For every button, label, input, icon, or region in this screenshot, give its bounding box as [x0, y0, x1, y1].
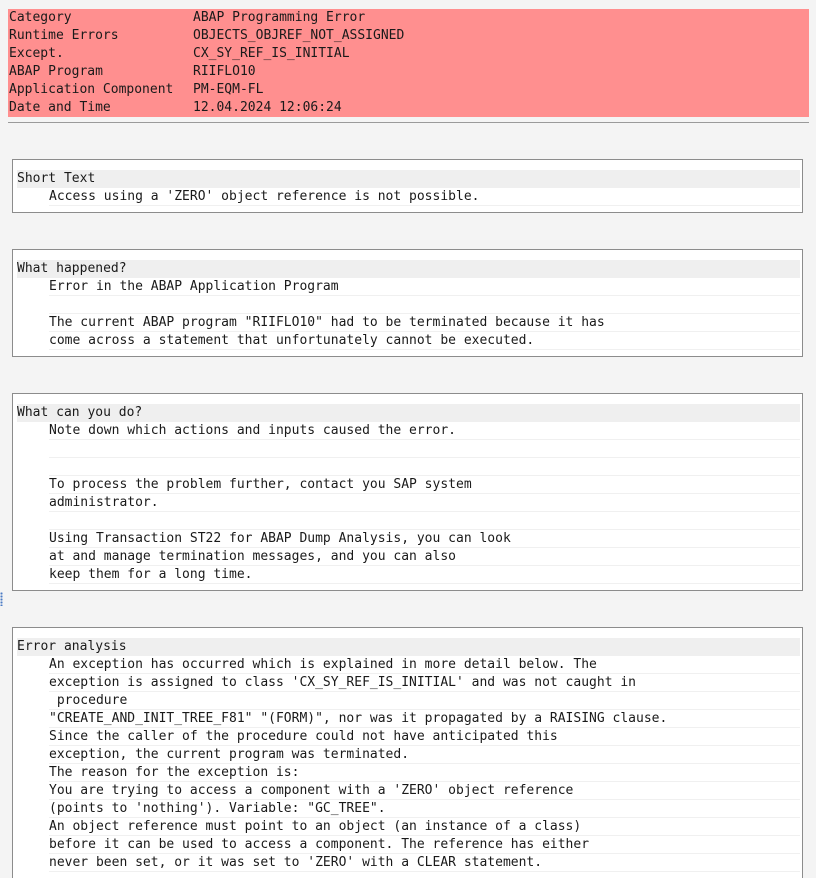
section-line: exception, the current program was terminated. — [49, 746, 800, 764]
header-value: CX_SY_REF_IS_INITIAL — [193, 46, 350, 61]
section-line: To process the problem further, contact you SAP system — [49, 476, 800, 494]
dump-header — [8, 9, 809, 117]
section-line: procedure — [49, 692, 800, 710]
header-key: Except. — [9, 46, 64, 61]
section-line: The current ABAP program "RIIFLO10" had to be terminated because it has — [49, 314, 800, 332]
section-line: An object reference must point to an object (an instance of a class) — [49, 818, 800, 836]
section-line: Error in the ABAP Application Program — [49, 278, 800, 296]
header-key: Date and Time — [9, 100, 111, 115]
section-what-can-you-do — [12, 393, 803, 591]
section-line: come across a statement that unfortunately cannot be executed. — [49, 332, 800, 350]
header-row-abap-program — [8, 63, 809, 81]
header-value: PM-EQM-FL — [193, 82, 264, 97]
section-line: (points to 'nothing'). Variable: "GC_TREE". — [49, 800, 800, 818]
header-divider — [8, 122, 809, 123]
header-value: 12.04.2024 12:06:24 — [193, 100, 342, 115]
header-row-category — [8, 9, 809, 27]
section-line: administrator. — [49, 494, 800, 512]
header-value: RIIFLO10 — [193, 64, 256, 79]
drag-handle-icon[interactable] — [0, 592, 3, 606]
section-line: The reason for the exception is: — [49, 764, 800, 782]
section-what-happened — [12, 249, 803, 357]
section-error-analysis — [12, 627, 803, 878]
section-line: before it can be used to access a component. The reference has either — [49, 836, 800, 854]
section-line — [49, 512, 800, 530]
section-line: never been set, or it was set to 'ZERO' with a CLEAR statement. — [49, 854, 800, 872]
section-line: You are trying to access a component with a 'ZERO' object reference — [49, 782, 800, 800]
section-line — [49, 296, 800, 314]
section-title: What can you do? — [17, 404, 800, 422]
section-title: Error analysis — [17, 638, 800, 656]
section-line: Note down which actions and inputs caused the error. — [49, 422, 800, 440]
header-key: Application Component — [9, 82, 174, 97]
header-row-exception — [8, 45, 809, 63]
header-row-runtime-errors — [8, 27, 809, 45]
header-key: Runtime Errors — [9, 28, 119, 43]
header-key: Category — [9, 10, 72, 25]
section-title: What happened? — [17, 260, 800, 278]
section-line: keep them for a long time. — [49, 566, 800, 584]
header-value: ABAP Programming Error — [193, 10, 366, 25]
section-line — [49, 440, 800, 458]
section-line: Using Transaction ST22 for ABAP Dump Analysis, you can look — [49, 530, 800, 548]
header-row-date-time — [8, 99, 809, 117]
section-short-text — [12, 159, 803, 213]
section-title: Short Text — [17, 170, 800, 188]
header-key: ABAP Program — [9, 64, 103, 79]
section-line: at and manage termination messages, and you can also — [49, 548, 800, 566]
section-line: "CREATE_AND_INIT_TREE_F81" "(FORM)", nor was it propagated by a RAISING clause. — [49, 710, 800, 728]
section-line — [49, 458, 800, 476]
header-value: OBJECTS_OBJREF_NOT_ASSIGNED — [193, 28, 405, 43]
section-line: Since the caller of the procedure could not have anticipated this — [49, 728, 800, 746]
section-line: Access using a 'ZERO' object reference is not possible. — [49, 188, 800, 206]
section-line: An exception has occurred which is explained in more detail below. The — [49, 656, 800, 674]
section-line: exception is assigned to class 'CX_SY_REF_IS_INITIAL' and was not caught in — [49, 674, 800, 692]
header-row-application-component — [8, 81, 809, 99]
